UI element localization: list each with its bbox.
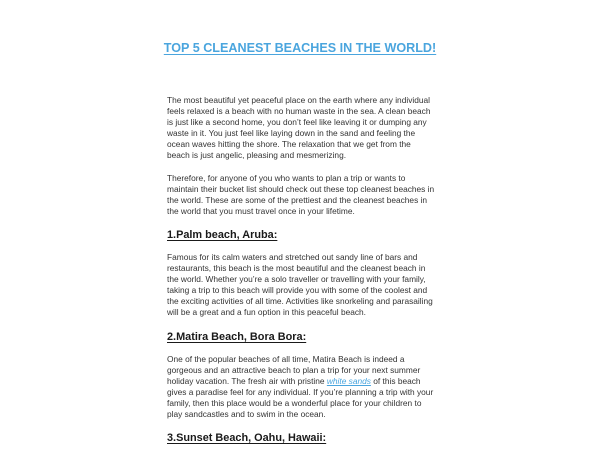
section-text-matira-before: One of the popular beaches of all time, Matira Beach is indeed a gorgeous and an attractive beach to plan a trip for your next summer holiday vacation. The fresh air with pristine (167, 353, 421, 386)
article-body (167, 95, 435, 445)
intro-paragraph-2: Therefore, for anyone of you who wants to plan a trip or wants to maintain their bucket list should check out these top cleanest beaches in the world. These are some of the prettiest and the cleanest beaches in the world that you must travel once in your lifetime. (167, 172, 435, 216)
white-sands-link[interactable]: white sands (326, 375, 371, 386)
page-title: TOP 5 CLEANEST BEACHES IN THE WORLD! (163, 41, 437, 55)
section-heading-matira-beach: 2.Matira Beach, Bora Bora: (167, 330, 307, 343)
intro-paragraph-1: The most beautiful yet peaceful place on the earth where any individual feels relaxed is a beach with no human waste in the sea. A clean beach is just like a second home, you don’t feel like leaving it or dumping any waste in it. You just feel like laying down in the sand and feeling the ocean waves hitting the shore. The relaxation that we get from the beach is just angelic, pleasing and mesmerizing. (167, 95, 431, 161)
section-heading-sunset-beach: 3.Sunset Beach, Oahu, Hawaii: (167, 432, 327, 445)
section-text-palm-beach: Famous for its calm waters and stretched out sandy line of bars and restaurants, this beach is the most beautiful and the cleanest beach in the world. Whether you’re a solo traveller or travelling with your family, taking a trip to this beach will provide you with some of the coolest and the exciting activities of all time. Activities like snorkeling and parasailing will be a great and a fun option in this peaceful beach. (167, 251, 433, 318)
section-text-matira-after: of this beach gives a paradise feel for any individual. If you’re planning a trip with your family, then this place would be a wonderful place for your children to play sandcastles and to swim in the ocean. (167, 375, 434, 419)
section-heading-palm-beach: 1.Palm beach, Aruba: (167, 228, 278, 241)
section-text-matira-beach (167, 354, 435, 421)
